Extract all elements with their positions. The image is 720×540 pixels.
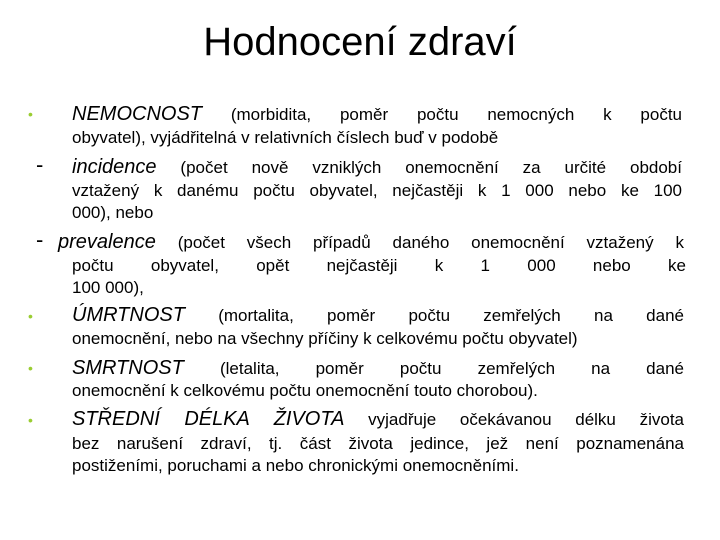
incidence-term: incidence xyxy=(72,156,157,178)
incidence-line-2: vztažený k danému počtu obyvatel, nejčastěji k 1 000 nebo ke 100 xyxy=(72,181,682,200)
smrtnost-line-2: onemocnění k celkovému počtu onemocnění touto chorobou). xyxy=(72,381,538,400)
umrtnost-line-1 xyxy=(72,305,684,326)
bullet-nemocnost: • xyxy=(28,106,33,122)
bullet-smrtnost: • xyxy=(28,360,33,376)
smrtnost-desc-1: (letalita, poměr počtu zemřelých na dané xyxy=(219,359,684,378)
prevalence-line-2: počtu obyvatel, opět nejčastěji k 1 000 nebo ke xyxy=(72,256,686,275)
bullet-stredni-delka: • xyxy=(28,412,33,428)
incidence-line-3: 000), nebo xyxy=(72,203,154,222)
prevalence-desc-1: (počet všech případů daného onemocnění vztažený k xyxy=(177,233,684,252)
smrtnost-line-1 xyxy=(72,358,684,379)
incidence-desc-1: (počet nově vzniklých onemocnění za určité období xyxy=(180,158,682,177)
dash-incidence: - xyxy=(36,152,44,177)
umrtnost-term: ÚMRTNOST xyxy=(72,304,185,326)
umrtnost-line-2: onemocnění, nebo na všechny příčiny k celkovému počtu obyvatel) xyxy=(72,329,578,348)
nemocnost-line-1 xyxy=(72,104,682,125)
prevalence-line-1 xyxy=(58,232,684,253)
stredni-delka-line-1 xyxy=(72,409,684,430)
nemocnost-term: NEMOCNOST xyxy=(72,103,202,125)
bullet-umrtnost: • xyxy=(28,308,33,324)
nemocnost-line-2: obyvatel), vyjádřitelná v relativních číslech buď v podobě xyxy=(72,128,499,147)
stredni-delka-term: STŘEDNÍ DÉLKA ŽIVOTA xyxy=(72,408,345,430)
stredni-delka-desc-1: vyjadřuje očekávanou délku života xyxy=(368,410,684,429)
nemocnost-desc-1: (morbidita, poměr počtu nemocných k počtu xyxy=(230,105,682,124)
dash-prevalence: - xyxy=(36,227,44,252)
prevalence-line-3: 100 000), xyxy=(72,278,144,297)
incidence-line-1 xyxy=(72,157,682,178)
page-title: Hodnocení zdraví xyxy=(203,20,517,64)
stredni-delka-line-3: postiženími, poruchami a nebo chronickými onemocněními. xyxy=(72,456,519,475)
umrtnost-desc-1: (mortalita, poměr počtu zemřelých na dané xyxy=(218,306,684,325)
smrtnost-term: SMRTNOST xyxy=(72,357,184,379)
stredni-delka-line-2: bez narušení zdraví, tj. část života jedince, jež není poznamenána xyxy=(72,434,684,453)
prevalence-term: prevalence xyxy=(58,231,156,253)
